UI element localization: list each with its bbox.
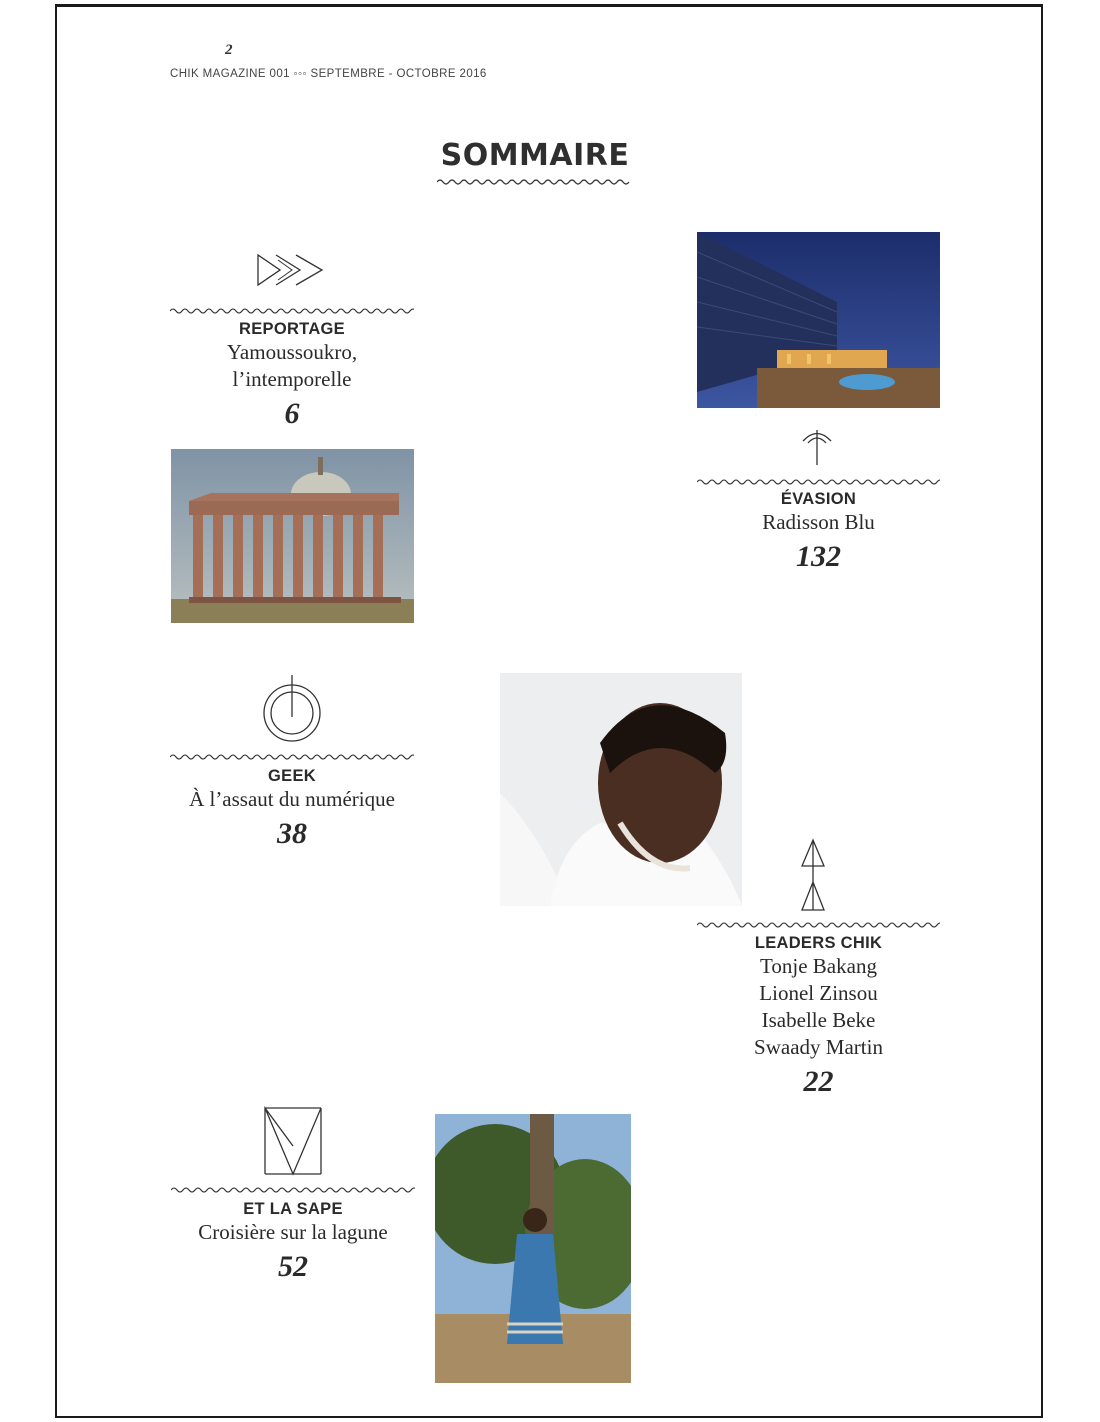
section-page-number: 52 [278, 1250, 308, 1283]
section-headline-line: Yamoussoukro, [226, 340, 358, 364]
section-headline-line: Isabelle Beke [761, 1008, 876, 1032]
section-headline-line: Tonje Bakang [760, 954, 877, 978]
section-category: ET LA SAPE [243, 1200, 343, 1218]
section-wave-rule [170, 306, 414, 316]
palm-arrow-icon [800, 428, 834, 466]
title-wave-rule [437, 177, 632, 187]
fashion-photo [435, 1114, 631, 1383]
m-monogram-icon [262, 1106, 324, 1176]
section-evasion[interactable] [697, 490, 940, 574]
section-category: ÉVASION [780, 490, 857, 508]
section-headline-line: À l’assaut du numérique [189, 787, 395, 811]
section-headline-line: Swaady Martin [754, 1035, 883, 1059]
section-wave-rule [697, 477, 940, 487]
section-page-number: 22 [803, 1065, 834, 1098]
running-head: CHIK MAGAZINE 001 ◦◦◦ SEPTEMBRE - OCTOBRE 2016 [170, 68, 487, 80]
portrait-photo [500, 673, 742, 906]
power-icon [262, 673, 322, 743]
double-arrow-icon [799, 838, 827, 912]
section-page-number: 132 [796, 540, 841, 573]
section-category: GEEK [268, 767, 316, 785]
section-headline-line: Croisière sur la lagune [198, 1220, 388, 1244]
section-reportage[interactable] [170, 320, 414, 431]
section-wave-rule [171, 1185, 415, 1195]
section-geek[interactable] [170, 767, 414, 851]
hotel-night-photo [697, 232, 940, 408]
page-title: SOMMAIRE [440, 138, 630, 173]
folio: 2 [225, 42, 233, 58]
section-page-number: 38 [277, 817, 307, 850]
basilica-photo [171, 449, 414, 623]
triple-arrow-icon [256, 252, 326, 288]
section-category: LEADERS CHIK [754, 934, 883, 952]
section-page-number: 6 [284, 397, 300, 430]
section-wave-rule [697, 920, 940, 930]
section-leaders-chik[interactable] [697, 934, 940, 1099]
section-category: REPORTAGE [239, 320, 345, 338]
section-headline-line: Radisson Blu [762, 510, 875, 534]
section-headline-line: l’intemporelle [232, 367, 352, 391]
section-headline-line: Lionel Zinsou [759, 981, 878, 1005]
section-wave-rule [170, 752, 414, 762]
section-et-la-sape[interactable] [171, 1200, 415, 1284]
